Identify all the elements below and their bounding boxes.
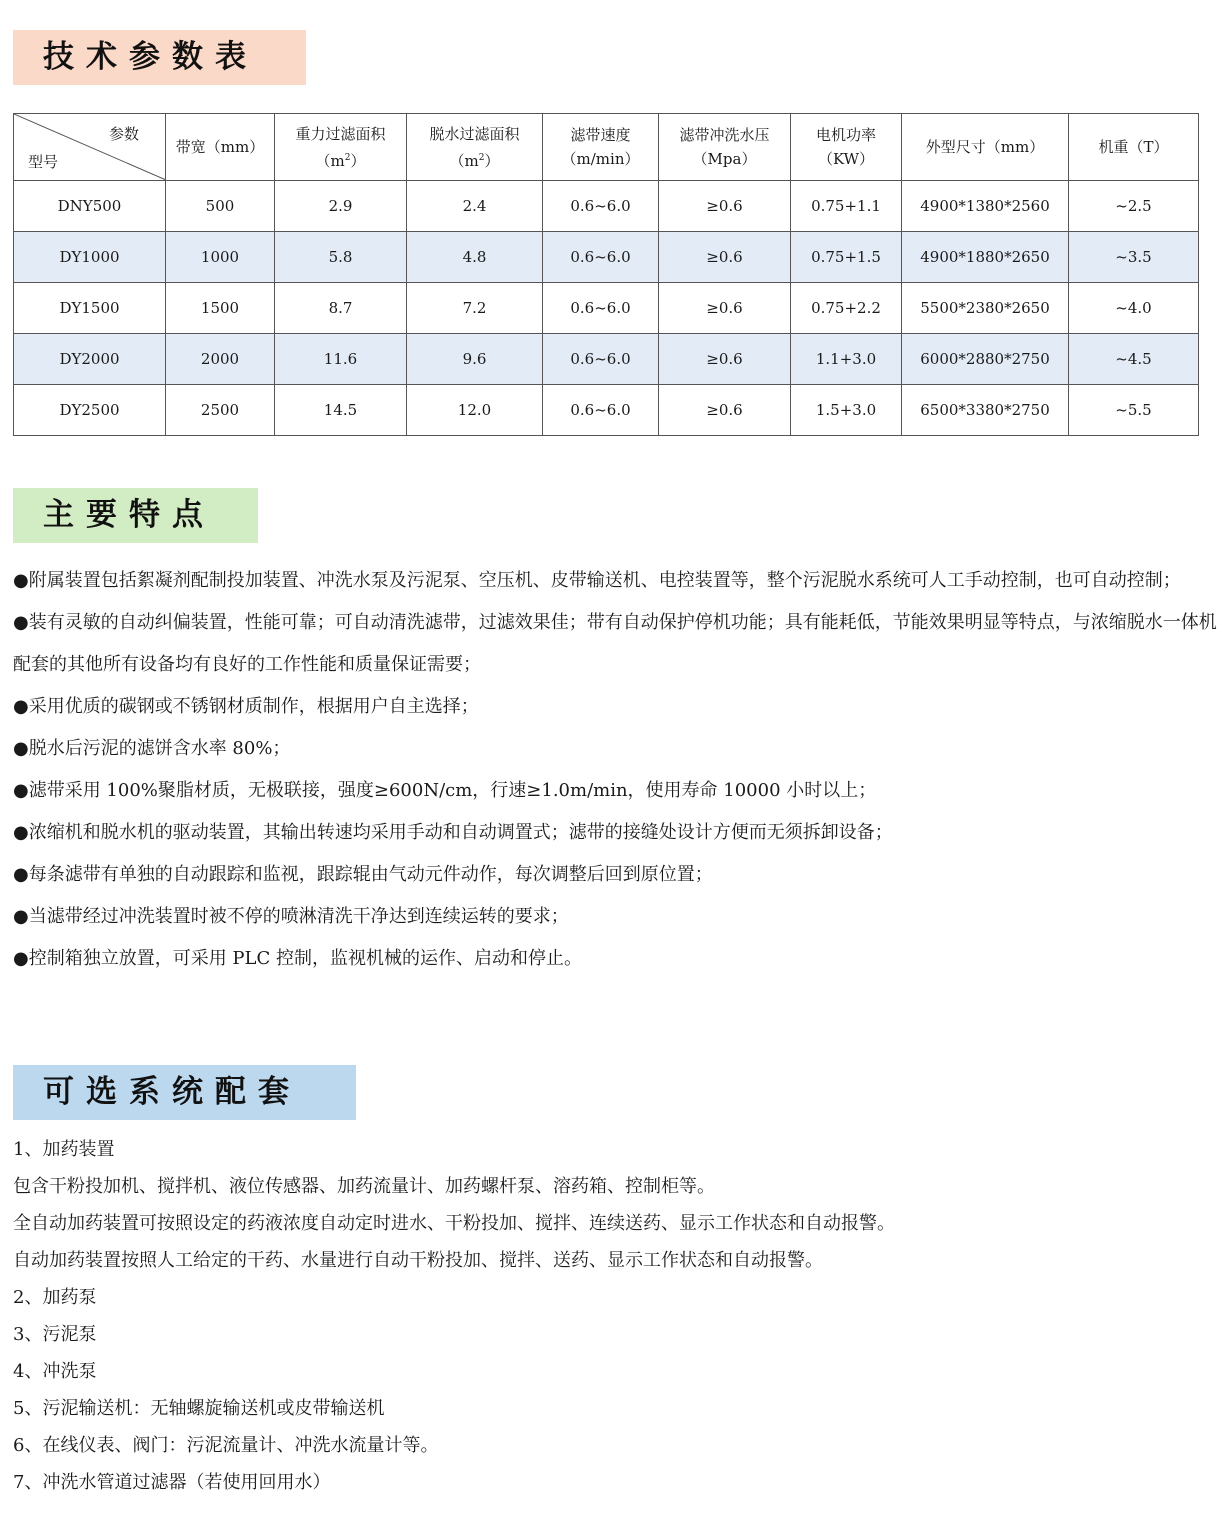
table-cell: 5.8 <box>275 232 407 283</box>
table-cell: ~2.5 <box>1069 181 1199 232</box>
option-line: 3、污泥泵 <box>13 1324 97 1345</box>
feature-item: ●每条滤带有单独的自动跟踪和监视，跟踪辊由气动元件动作，每次调整后回到原位置； <box>13 864 713 885</box>
table-corner-cell <box>14 114 166 181</box>
table-cell: 9.6 <box>407 334 543 385</box>
section-title-features: 主要特点 <box>13 488 258 543</box>
header-belt-speed: 滤带速度 （m/min） <box>543 114 659 181</box>
section-title-options: 可选系统配套 <box>13 1065 356 1120</box>
option-line: 2、加药泵 <box>13 1287 97 1308</box>
table-cell: 0.75+1.1 <box>791 181 902 232</box>
table-cell: 2000 <box>166 334 275 385</box>
table-row <box>14 181 1199 232</box>
header-dewater-area: 脱水过滤面积 $(m^2)$ <box>407 114 543 181</box>
table-cell: 0.75+1.5 <box>791 232 902 283</box>
table-cell: 4900*1380*2560 <box>902 181 1069 232</box>
feature-item: ●附属装置包括絮凝剂配制投加装置、冲洗水泵及污泥泵、空压机、皮带输送机、电控装置等，整个污泥脱水系统可人工手动控制，也可自动控制； <box>13 570 1181 591</box>
params-table <box>13 113 1199 436</box>
table-cell: 7.2 <box>407 283 543 334</box>
option-line: 6、在线仪表、阀门：污泥流量计、冲洗水流量计等。 <box>13 1435 439 1456</box>
table-row <box>14 385 1199 436</box>
table-cell: ~3.5 <box>1069 232 1199 283</box>
table-cell: 4.8 <box>407 232 543 283</box>
table-cell: DNY500 <box>14 181 166 232</box>
options-list <box>13 1131 1223 1501</box>
table-cell: 0.6~6.0 <box>543 181 659 232</box>
table-cell: 11.6 <box>275 334 407 385</box>
table-cell: 4900*1880*2650 <box>902 232 1069 283</box>
option-line: 自动加药装置按照人工给定的干药、水量进行自动干粉投加、搅拌、送药、显示工作状态和自动报警。 <box>13 1250 823 1271</box>
table-cell: ≥0.6 <box>659 181 791 232</box>
table-cell: 2500 <box>166 385 275 436</box>
feature-item: ●控制箱独立放置，可采用 PLC 控制，监视机械的运作、启动和停止。 <box>13 948 582 969</box>
feature-item: ●滤带采用 100%聚脂材质，无极联接，强度≥600N/cm，行速≥1.0m/min，使用寿命 10000 小时以上； <box>13 780 877 801</box>
header-motor-power: 电机功率 （KW） <box>791 114 902 181</box>
table-cell: 0.6~6.0 <box>543 334 659 385</box>
table-cell: ≥0.6 <box>659 283 791 334</box>
table-cell: 5500*2380*2650 <box>902 283 1069 334</box>
table-cell: 8.7 <box>275 283 407 334</box>
header-gravity-area: 重力过滤面积 $(m^2)$ <box>275 114 407 181</box>
option-line: 5、污泥输送机：无轴螺旋输送机或皮带输送机 <box>13 1398 385 1419</box>
option-line: 全自动加药装置可按照设定的药液浓度自动定时进水、干粉投加、搅拌、连续送药、显示工作状态和自动报警。 <box>13 1213 895 1234</box>
header-dimensions: 外型尺寸（mm） <box>902 114 1069 181</box>
table-cell: DY1000 <box>14 232 166 283</box>
table-cell: 6000*2880*2750 <box>902 334 1069 385</box>
feature-item: ●装有灵敏的自动纠偏装置，性能可靠；可自动清洗滤带，过滤效果佳；带有自动保护停机功能；具有能耗低，节能效果明显等特点，与浓缩脱水一体机配套的其他所有设备均有良好的工作性能和质量保证需要； <box>13 612 1217 675</box>
table-cell: 0.6~6.0 <box>543 385 659 436</box>
table-cell: 2.4 <box>407 181 543 232</box>
option-line: 1、加药装置 <box>13 1139 115 1160</box>
table-cell: DY2000 <box>14 334 166 385</box>
option-line: 7、冲洗水管道过滤器（若使用回用水） <box>13 1472 331 1493</box>
feature-item: ●采用优质的碳钢或不锈钢材质制作，根据用户自主选择； <box>13 696 479 717</box>
table-cell: 2.9 <box>275 181 407 232</box>
table-cell: ~5.5 <box>1069 385 1199 436</box>
table-cell: 1.5+3.0 <box>791 385 902 436</box>
corner-label-params: 参数 <box>108 125 139 143</box>
header-wash-pressure: 滤带冲洗水压 （Mpa） <box>659 114 791 181</box>
features-list <box>13 560 1228 980</box>
feature-item: ●浓缩机和脱水机的驱动装置，其输出转速均采用手动和自动调置式；滤带的接缝处设计方便而无须拆卸设备； <box>13 822 893 843</box>
table-cell: ~4.0 <box>1069 283 1199 334</box>
table-cell: DY1500 <box>14 283 166 334</box>
table-cell: 0.6~6.0 <box>543 232 659 283</box>
table-cell: ≥0.6 <box>659 385 791 436</box>
table-row <box>14 232 1199 283</box>
table-header-row <box>14 114 1199 181</box>
feature-item: ●脱水后污泥的滤饼含水率 80%； <box>13 738 291 759</box>
table-cell: DY2500 <box>14 385 166 436</box>
table-cell: 0.75+2.2 <box>791 283 902 334</box>
table-cell: 500 <box>166 181 275 232</box>
table-cell: ~4.5 <box>1069 334 1199 385</box>
table-row <box>14 283 1199 334</box>
corner-label-model: 型号 <box>28 153 59 171</box>
header-belt-width: 带宽（mm） <box>166 114 275 181</box>
table-cell: 12.0 <box>407 385 543 436</box>
option-line: 包含干粉投加机、搅拌机、液位传感器、加药流量计、加药螺杆泵、溶药箱、控制柜等。 <box>13 1176 715 1197</box>
table-cell: 1500 <box>166 283 275 334</box>
table-cell: 0.6~6.0 <box>543 283 659 334</box>
table-cell: 1.1+3.0 <box>791 334 902 385</box>
table-row <box>14 334 1199 385</box>
table-cell: ≥0.6 <box>659 232 791 283</box>
table-cell: 1000 <box>166 232 275 283</box>
option-line: 4、冲洗泵 <box>13 1361 97 1382</box>
header-weight: 机重（T） <box>1069 114 1199 181</box>
table-cell: ≥0.6 <box>659 334 791 385</box>
section-title-params: 技术参数表 <box>13 30 306 85</box>
table-cell: 6500*3380*2750 <box>902 385 1069 436</box>
table-cell: 14.5 <box>275 385 407 436</box>
feature-item: ●当滤带经过冲洗装置时被不停的喷淋清洗干净达到连续运转的要求； <box>13 906 569 927</box>
